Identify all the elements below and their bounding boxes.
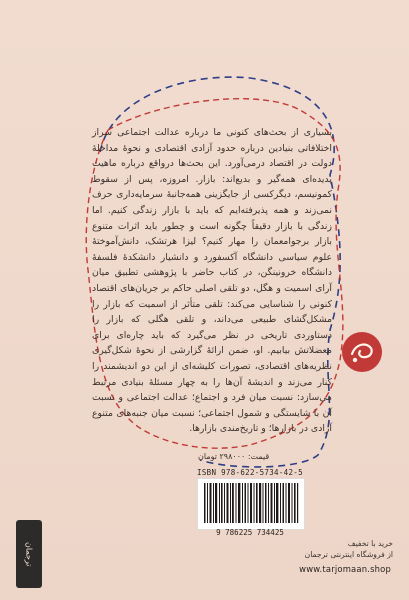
barcode xyxy=(197,478,305,530)
back-cover-blurb xyxy=(92,125,332,437)
store-note-line1: خرید با تخفیف xyxy=(347,539,393,548)
publisher-badge xyxy=(16,520,42,588)
barcode-number: 9 786225 734425 xyxy=(216,528,284,537)
price-label: قیمت: ۲۹۸۰۰۰ تومان xyxy=(198,452,270,461)
publisher-logo-icon xyxy=(340,330,384,374)
isbn-label: ISBN 978-622-5734-42-5 xyxy=(197,468,303,477)
store-note-line2: از فروشگاه اینترنتی ترجمان xyxy=(304,550,393,559)
publisher-badge-label: ترجمان xyxy=(24,541,34,567)
blurb-paragraph: بسیاری از بحث‌های کنونی ما درباره عدالت اجتماعی سراز اختلافاتی بنیادین درباره حدود آزادی اقتصادی و نحوهٔ مداخلهٔ دولت در اقتصاد درمی‌آورد. این بحث‌ها درواقع درباره ماهیت پدیده‌ای همه‌گیر و بدیع‌اند: بازار. امروزه، پس از سقوط کمونیسم، دیگرکسی از جایگزینی همه‌جانبهٔ سرمایه‌داری حرف نمی‌زند و همه پذیرفته‌ایم که باید با بازار زندگی کنیم. اما زندگی با بازار دقیقاً چگونه است و چطور باید اثرات متنوع بازار برجوامعمان را مهار کنیم؟ لیزا هرتشک، دانش‌آموختهٔ علوم سیاسی دانشگاه آکسفورد و دانشیار دانشکدهٔ فلسفهٔ دانشگاه خرونینگن، در کتاب حاضر با پژوهشی تطبیق میان آرای اسمیت و هگل، دو تلقی اصلی حاکم بر جریان‌های اقتصاد کنونی را شناسایی می‌کند: تلقی متأثر از اسمیت که بازار را مشکل‌گشای طبیعی می‌داند، و تلقی هگلی که بازار را دستاوردی تاریخی در نظر می‌گیرد که باید چاره‌ای برای معضلاتش بیابیم. او، ضمن ارائهٔ گزارشی از نحوهٔ شکل‌گیری نظریه‌های اقتصادی، تصورات کلیشه‌ای از این دو اندیشمند را کنار می‌زند و اندیشهٔ آن‌ها را به چهار مسئلهٔ بنیادی مرتبط می‌سازد: نسبت میان فرد و اجتماع؛ عدالت اجتماعی و نسبت آن با شایستگی و شمول اجتماعی؛ نسبت میان جنبه‌های متنوع آزادی در بازارها؛ و تاریخ‌مندی بازارها. xyxy=(92,127,332,435)
store-website: www.tarjomaan.shop xyxy=(299,564,391,574)
store-discount-note xyxy=(305,538,393,560)
